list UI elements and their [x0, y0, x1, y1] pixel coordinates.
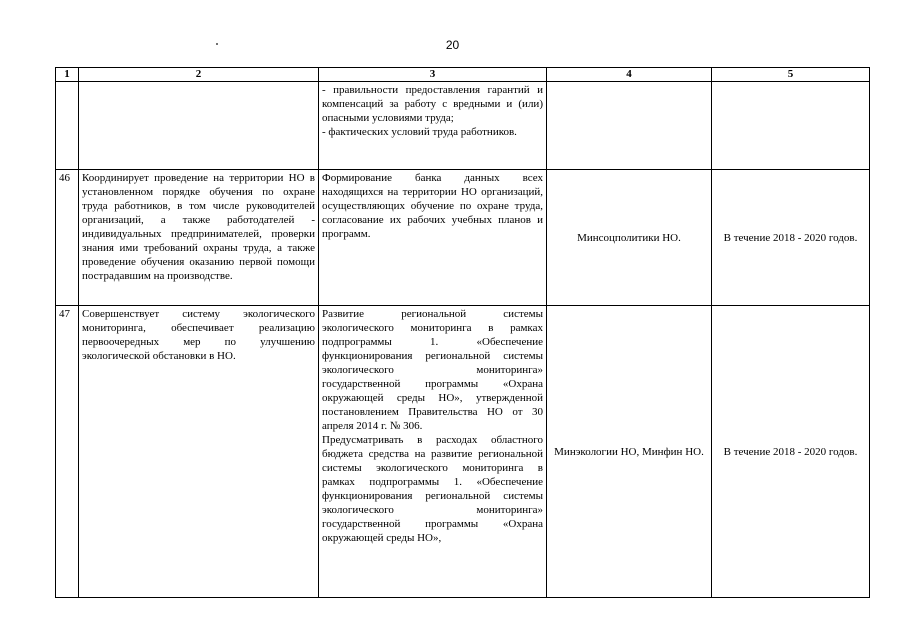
- measure-paragraph: Предусматривать в расходах областного бюджета средства на развитие региональной системы экологического мониторинга в рамках подпрограммы 1. «Обеспечение функционирования региональной системы экологического мониторинга» государственной программы «Охрана окружающей среды НО»,: [322, 434, 543, 544]
- row-description: [79, 82, 319, 170]
- scan-speck: [216, 43, 218, 45]
- header-col-3: 3: [319, 68, 547, 82]
- row-responsible: Минэкологии НО, Минфин НО.: [547, 306, 712, 598]
- table-row: [56, 170, 870, 306]
- row-measures: [319, 82, 547, 170]
- header-col-2: 2: [79, 68, 319, 82]
- row-number: 47: [56, 306, 79, 598]
- table-row: [56, 82, 870, 170]
- row-deadline: В течение 2018 - 2020 годов.: [712, 170, 870, 306]
- header-col-5: 5: [712, 68, 870, 82]
- row-description: Координирует проведение на территории НО в установленном порядке обучения по охране труда работников, в том числе руководителей организаций, а также работодателей - индивидуальных предпринимателей, проверки знания ими требований охраны труда, а также проведение обучения оказанию первой помощи пострадавшим на производстве.: [79, 170, 319, 306]
- document-table: [55, 67, 870, 598]
- measure-paragraph: - правильности предоставления гарантий и компенсаций за работу с вредными и (или) опасными условиями труда;: [322, 84, 543, 124]
- header-col-4: 4: [547, 68, 712, 82]
- row-responsible: Минсоцполитики НО.: [547, 170, 712, 306]
- row-description: Совершенствует систему экологического мониторинга, обеспечивает реализацию первоочередных мер по улучшению экологической обстановки в НО.: [79, 306, 319, 598]
- row-responsible: [547, 82, 712, 170]
- measure-paragraph: - фактических условий труда работников.: [322, 126, 517, 138]
- row-deadline: [712, 82, 870, 170]
- measure-paragraph: Развитие региональной системы экологического мониторинга в рамках подпрограммы 1. «Обеспечение функционирования региональной системы экологического мониторинга» государственной программы «Охрана окружающей среды НО», утвержденной постановлением Правительства НО от 30 апреля 2014 г. № 306.: [322, 308, 543, 432]
- table-header-row: [56, 68, 870, 82]
- table-row: [56, 306, 870, 598]
- measure-paragraph: Формирование банка данных всех находящихся на территории НО организаций, осуществляющих обучение по охране труда, согласование их рабочих учебных планов и программ.: [322, 172, 543, 240]
- row-measures: [319, 306, 547, 598]
- row-number: [56, 82, 79, 170]
- header-col-1: 1: [56, 68, 79, 82]
- page-number: 20: [445, 38, 460, 52]
- row-deadline: В течение 2018 - 2020 годов.: [712, 306, 870, 598]
- row-measures: [319, 170, 547, 306]
- row-number: 46: [56, 170, 79, 306]
